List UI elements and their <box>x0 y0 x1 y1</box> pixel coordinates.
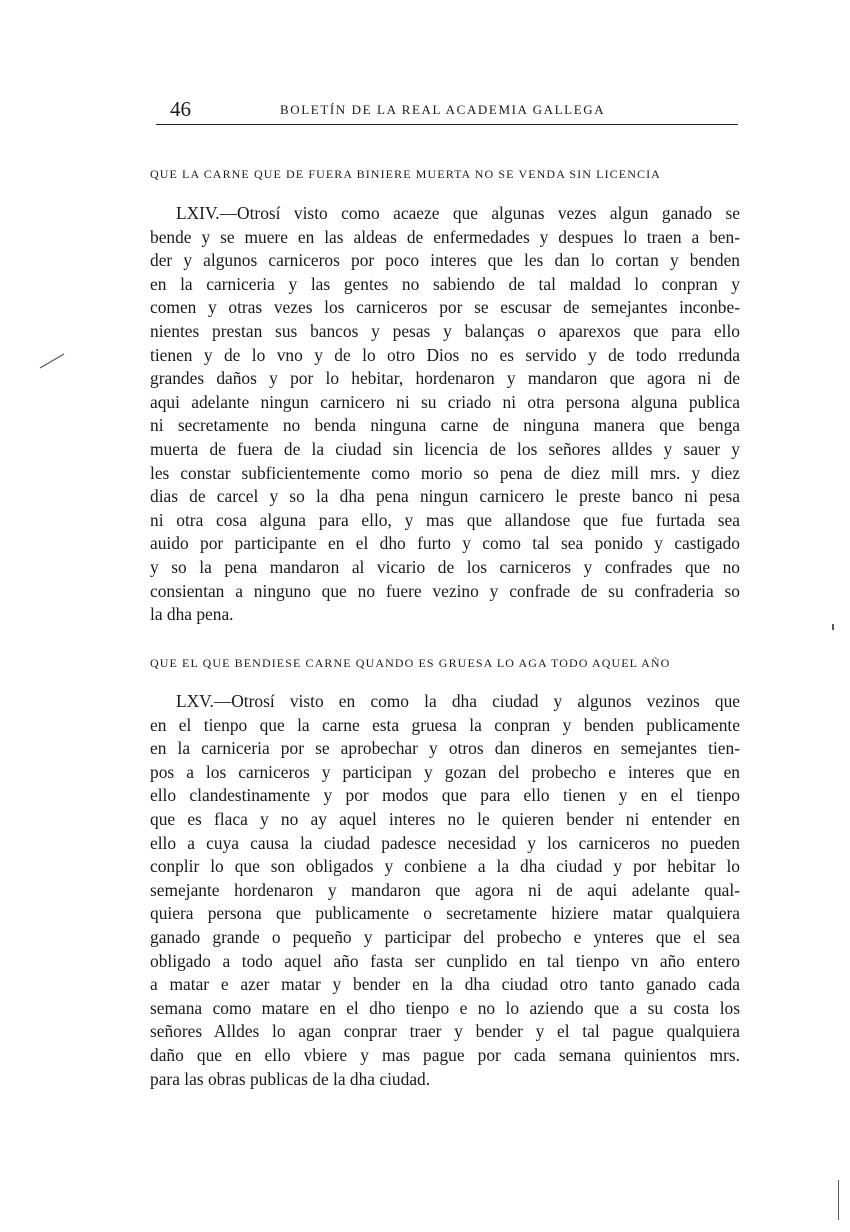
text-line: la dha pena. <box>150 604 234 625</box>
text-line: muerta de fuera de la ciudad sin licencia de los señores alldes y sauer y <box>150 438 740 459</box>
text-line: ello a cuya causa la ciudad padesce necesidad y los carniceros no pueden <box>150 832 740 853</box>
text-line: LXV.—Otrosí visto en como la dha ciudad y algunos vezinos que <box>176 691 740 711</box>
text-line: y so la pena mandaron al vicario de los carniceros y confrades que no <box>150 556 740 577</box>
text-line: consientan a ninguno que no fuere vezino y confrade de su confraderia so <box>150 580 740 601</box>
text-line: quiera persona que publicamente o secretamente hiziere matar qualquiera <box>150 903 740 924</box>
text-line: ganado grande o pequeño y participar del probecho e ynteres que el sea <box>150 926 740 947</box>
text-line: en la carniceria y las gentes no sabiendo de tal maldad lo conpran y <box>150 273 740 294</box>
page-number: 46 <box>170 97 191 121</box>
text-line: nientes prestan sus bancos y pesas y balanças o aparexos que para ello <box>150 320 740 341</box>
text-line: conplir lo que son obligados y conbiene a la dha ciudad y por hebitar lo <box>150 856 740 877</box>
text-line: les constar subficientemente como morio so pena de diez mill mrs. y diez <box>150 462 740 483</box>
text-line: tienen y de lo vno y de lo otro Dios no es servido y de todo rredunda <box>150 344 740 365</box>
text-line: en el tienpo que la carne esta gruesa la conpran y benden publicamente <box>150 714 740 735</box>
section-heading-lxiv: QUE LA CARNE QUE DE FUERA BINIERE MUERTA NO SE VENDA SIN LICENCIA <box>150 167 661 181</box>
scan-speck <box>832 624 834 630</box>
text-line: que es flaca y no ay aquel interes no le quieren bender ni entender en <box>150 808 740 829</box>
running-title: BOLETÍN DE LA REAL ACADEMIA GALLEGA <box>280 102 606 117</box>
text-line: comen y otras vezes los carniceros por se escusar de semejantes inconbe- <box>150 297 740 318</box>
text-line: obligado a todo aquel año fasta ser cunplido en tal tienpo vn año entero <box>150 950 740 971</box>
text-line: bende y se muere en las aldeas de enfermedades y despues lo traen a ben- <box>150 226 740 247</box>
text-line: LXIV.—Otrosí visto como acaeze que algunas vezes algun ganado se <box>176 203 740 223</box>
text-line: semana como matare en el dho tienpo e no lo aziendo que a su costa los <box>150 997 740 1018</box>
page-header <box>156 96 738 126</box>
text-line: grandes daños y por lo hebitar, hordenaron y mandaron que agora ni de <box>150 368 740 389</box>
text-line: a matar e azer matar y bender en la dha ciudad otro tanto ganado cada <box>150 974 740 995</box>
scan-speck <box>838 1180 839 1220</box>
paragraph-lxiv <box>150 202 740 627</box>
text-line: para las obras publicas de la dha ciudad. <box>150 1068 431 1089</box>
text-line: semejante hordenaron y mandaron que agora ni de aqui adelante qual- <box>150 879 740 900</box>
text-line: daño que en ello vbiere y mas pague por cada semana quinientos mrs. <box>150 1044 740 1065</box>
text-line: ni secretamente no benda ninguna carne de ninguna manera que benga <box>150 415 740 436</box>
text-line: ello clandestinamente y por modos que para ello tienen y en el tienpo <box>150 785 740 806</box>
text-line: dias de carcel y so la dha pena ningun carnicero le preste banco ni pesa <box>150 486 740 507</box>
margin-pencil-mark <box>38 350 68 370</box>
text-line: en la carniceria por se aprobechar y otros dan dineros en semejantes tien- <box>150 738 740 759</box>
text-line: ni otra cosa alguna para ello, y mas que allandose que fue furtada sea <box>150 509 740 530</box>
text-line: der y algunos carniceros por poco interes que les dan lo cortan y benden <box>150 250 740 271</box>
text-line: señores Alldes lo agan conprar traer y bender y el tal pague qualquiera <box>150 1021 740 1042</box>
text-line: aqui adelante ningun carnicero ni su criado ni otra persona alguna publica <box>150 391 740 412</box>
paragraph-lxv <box>150 690 740 1091</box>
text-line: pos a los carniceros y participan y gozan del probecho e interes que en <box>150 761 740 782</box>
section-heading-lxv: QUE EL QUE BENDIESE CARNE QUANDO ES GRUESA LO AGA TODO AQUEL AÑO <box>150 656 671 670</box>
text-line: auido por participante en el dho furto y como tal sea ponido y castigado <box>150 533 740 554</box>
header-rule <box>156 124 738 125</box>
